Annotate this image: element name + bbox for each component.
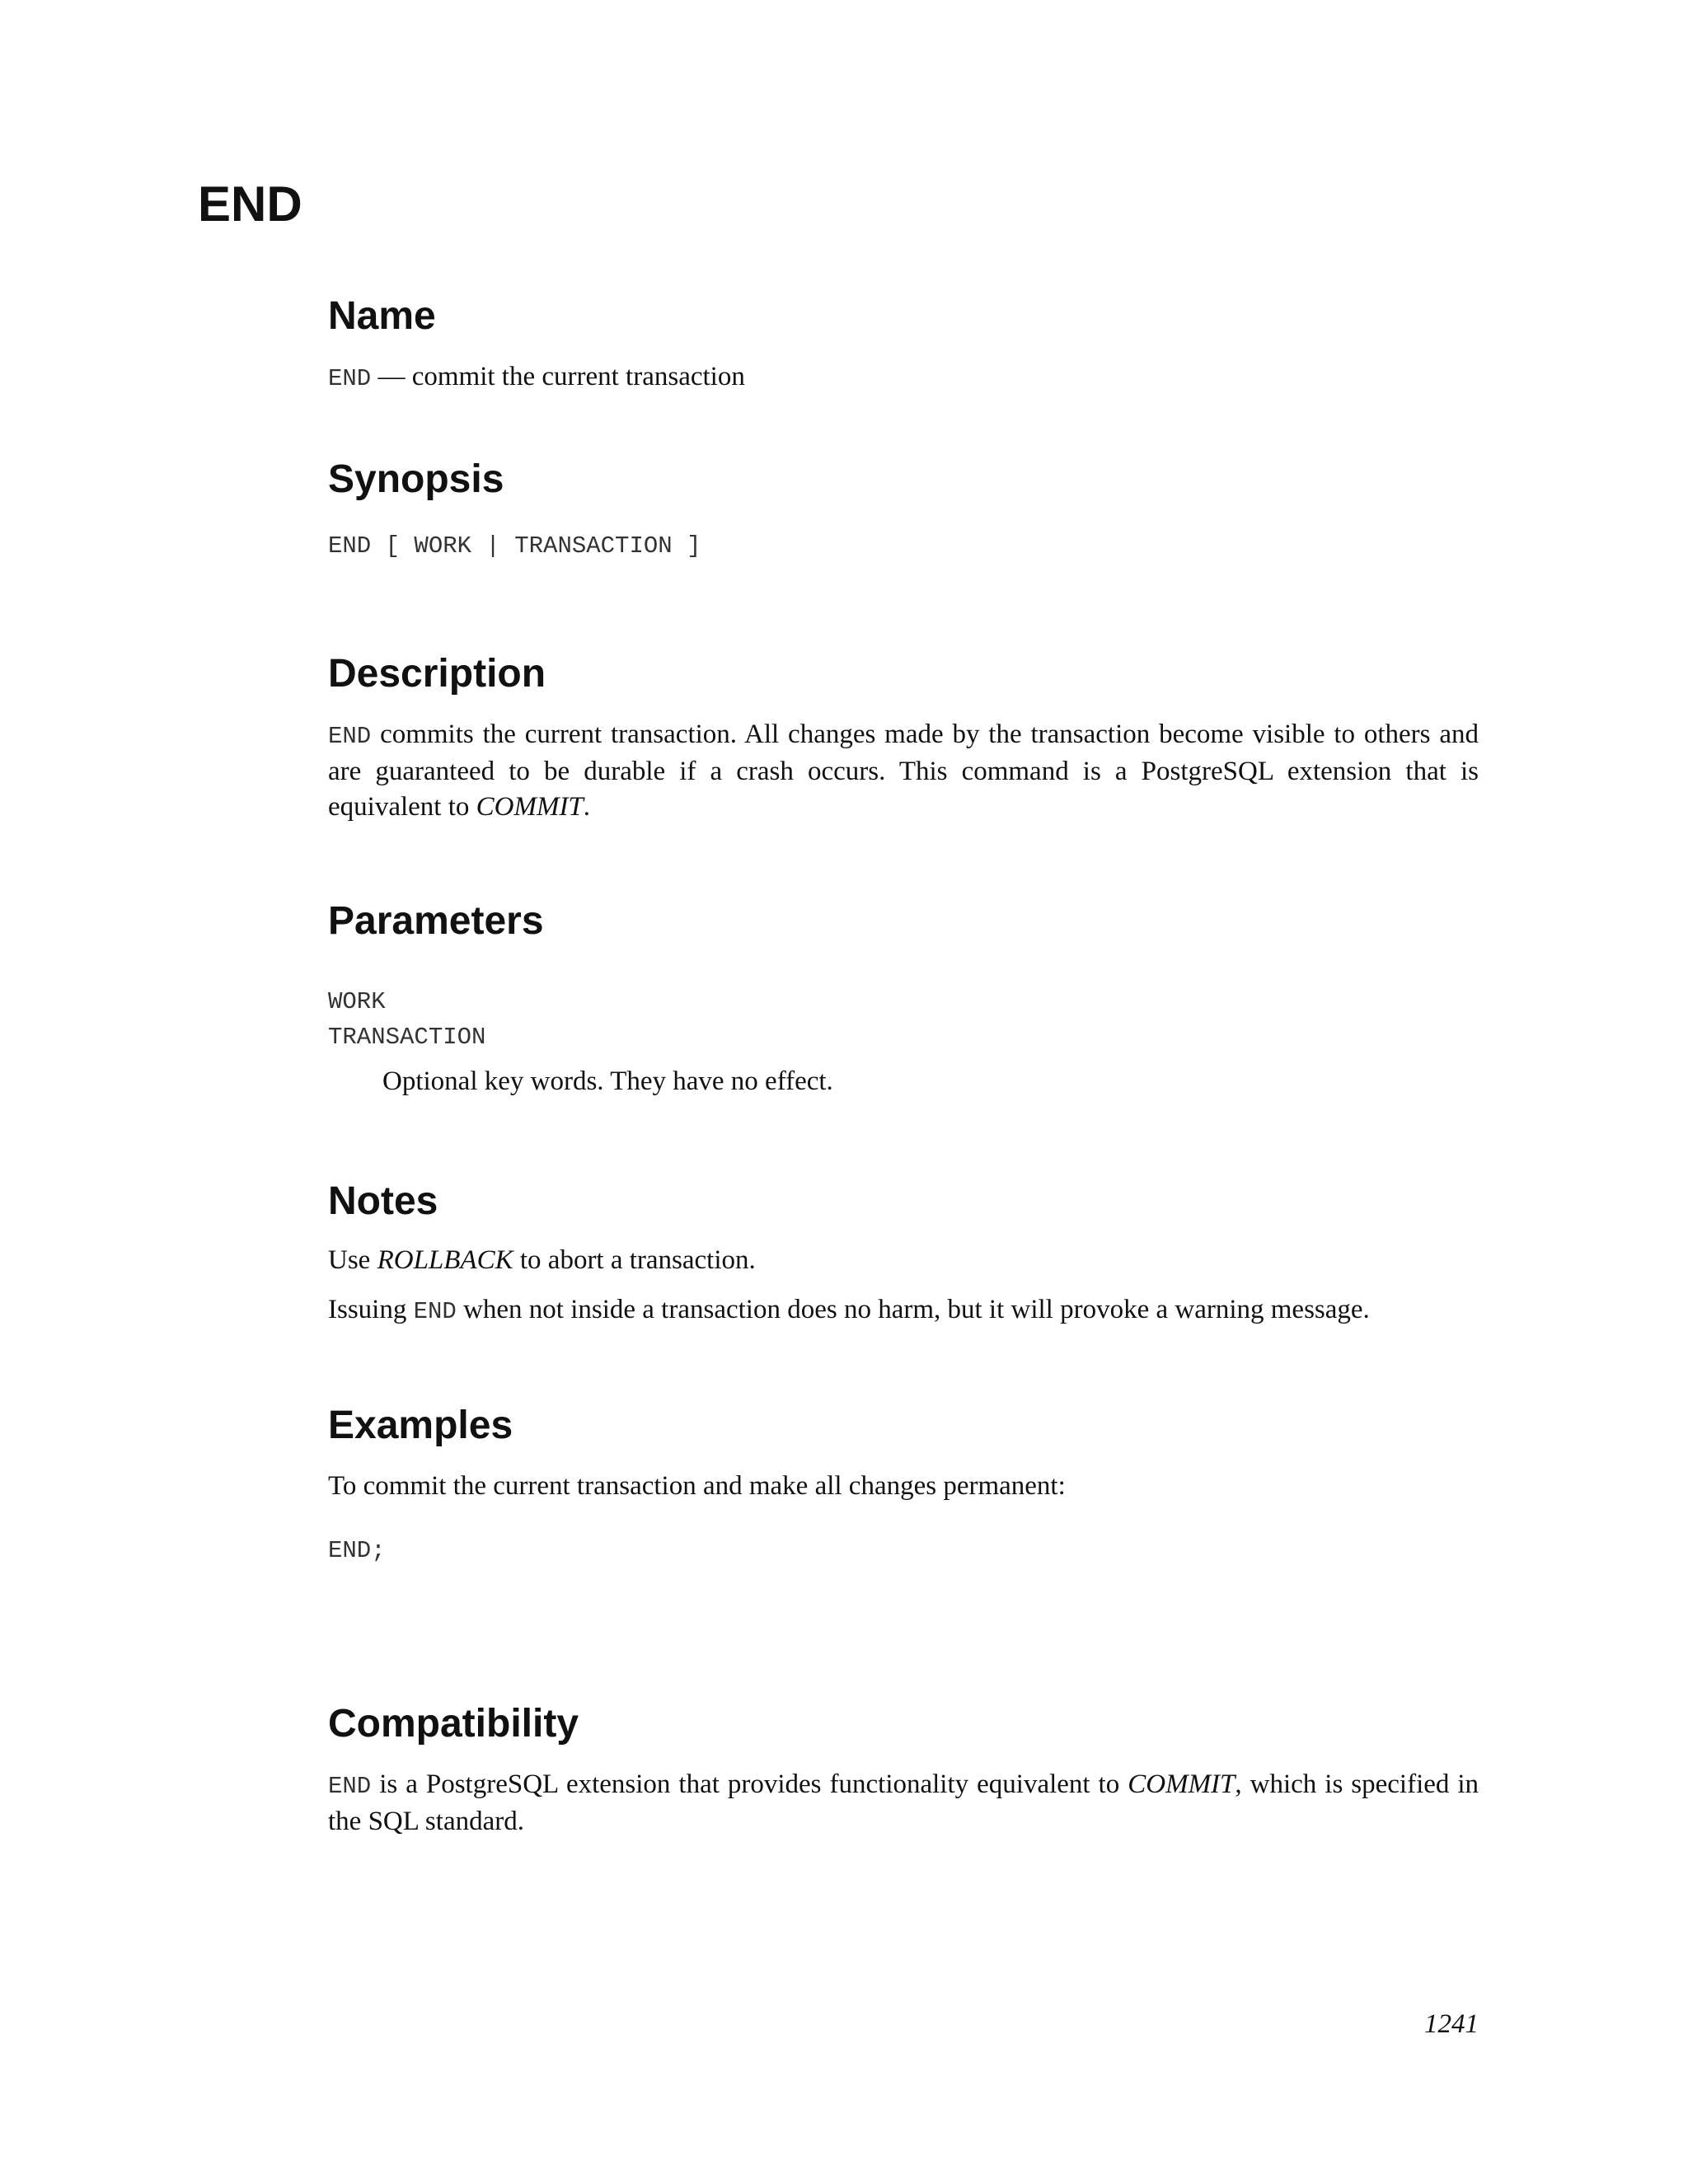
notes-line-1-prefix: Use	[328, 1245, 371, 1275]
notes-line-1	[328, 1243, 1479, 1278]
synopsis-heading: Synopsis	[328, 457, 504, 501]
compatibility-text: is a PostgreSQL extension that provides functionality equivalent to	[379, 1769, 1120, 1799]
notes-rollback-link[interactable]: ROLLBACK	[377, 1245, 513, 1275]
description-commit-link[interactable]: COMMIT	[476, 792, 584, 822]
name-line	[328, 359, 1479, 396]
synopsis-code: END [ WORK | TRANSACTION ]	[328, 532, 701, 560]
page-number: 1241	[1424, 2009, 1479, 2039]
notes-heading: Notes	[328, 1179, 438, 1223]
examples-heading: Examples	[328, 1404, 513, 1447]
notes-command: END	[413, 1298, 457, 1325]
examples-code: END;	[328, 1537, 386, 1564]
name-heading: Name	[328, 294, 436, 338]
parameter-definition: Optional key words. They have no effect.	[382, 1066, 833, 1096]
name-command: END	[328, 365, 372, 392]
description-text: commits the current transaction. All changes made by the transaction become visible to others and are guaranteed to be durable if a crash occurs. This command is a PostgreSQL extension that is equivalent to	[328, 719, 1479, 822]
compatibility-commit-link[interactable]: COMMIT	[1128, 1769, 1236, 1799]
description-command: END	[328, 723, 372, 750]
notes-line-2	[328, 1292, 1479, 1329]
compatibility-suffix: , which is specified in the SQL standard.	[328, 1769, 1479, 1836]
notes-line-2-prefix: Issuing	[328, 1295, 407, 1324]
examples-intro: To commit the current transaction and make all changes permanent:	[328, 1471, 1066, 1501]
compatibility-paragraph	[328, 1767, 1479, 1840]
parameter-term-transaction: TRANSACTION	[328, 1024, 486, 1051]
compatibility-heading: Compatibility	[328, 1702, 579, 1746]
name-summary: — commit the current transaction	[377, 362, 745, 391]
parameter-term-work: WORK	[328, 988, 386, 1015]
notes-line-1-suffix: to abort a transaction.	[519, 1245, 756, 1275]
page-title: END	[198, 176, 302, 232]
notes-line-2-suffix: when not inside a transaction does no harm, but it will provoke a warning message.	[463, 1295, 1370, 1324]
description-period: .	[583, 792, 591, 822]
parameters-heading: Parameters	[328, 899, 544, 943]
compatibility-command: END	[328, 1773, 372, 1800]
description-heading: Description	[328, 652, 546, 696]
description-paragraph	[328, 717, 1479, 825]
